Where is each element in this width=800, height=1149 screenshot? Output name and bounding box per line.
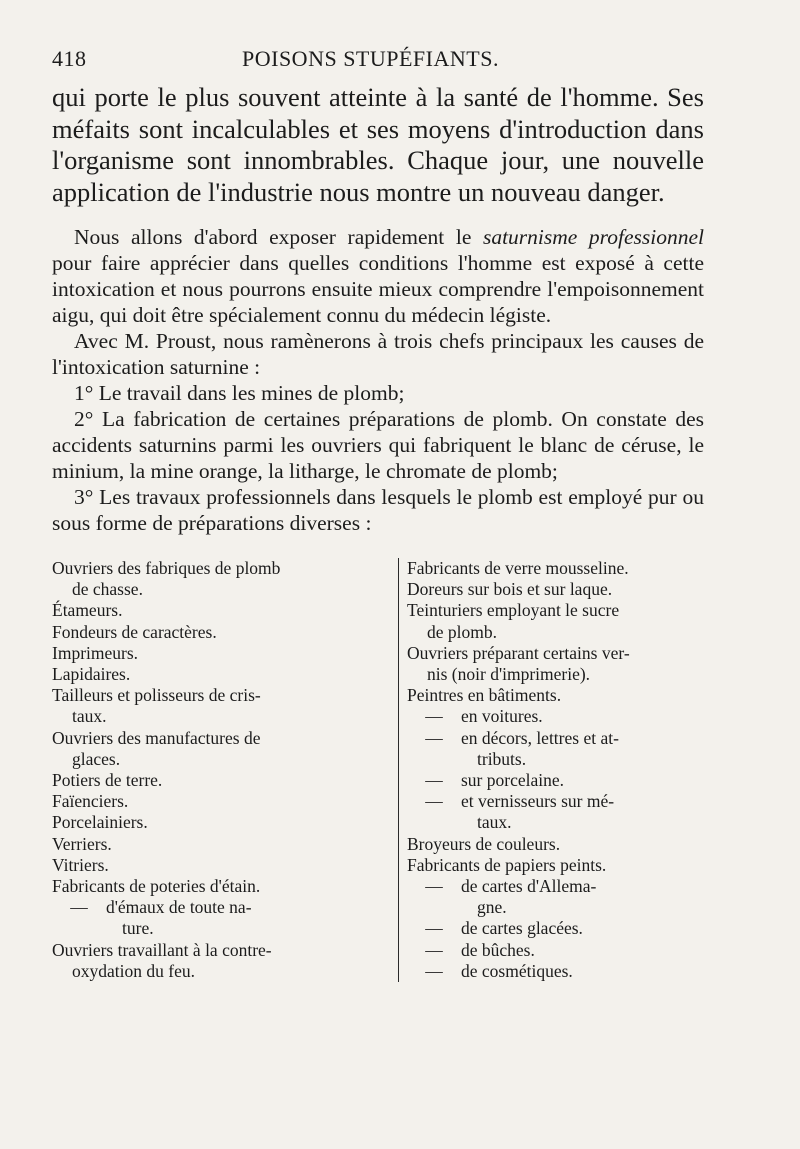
profession-entry	[52, 791, 378, 812]
profession-entry	[52, 664, 378, 685]
paragraph-3: Avec M. Proust, nous ramènerons à trois chefs principaux les causes de l'intoxication saturnine :	[52, 329, 704, 379]
profession-entry	[407, 961, 710, 982]
left-column	[52, 558, 384, 982]
profession-entry	[52, 622, 378, 643]
profession-name: Fabricants de poteries d'étain.	[52, 876, 261, 897]
cause-3: 3° Les travaux professionnels dans lesquels le plomb est employé pur ou sous forme de préparations diverses :	[52, 485, 704, 535]
profession-name: Ouvriers préparant certains ver-	[407, 642, 630, 663]
paragraph-2-start: Nous allons d'abord exposer rapidement le	[74, 225, 483, 249]
profession-name: Broyeurs de couleurs.	[407, 833, 561, 854]
profession-entry	[407, 770, 710, 791]
profession-name: Doreurs sur bois et sur laque.	[407, 579, 613, 600]
profession-entry	[407, 940, 710, 961]
profession-name: Imprimeurs.	[52, 642, 139, 663]
profession-entry	[52, 876, 378, 897]
main-text	[52, 224, 704, 536]
profession-entry	[52, 897, 378, 939]
profession-name: Tailleurs et polisseurs de cris-	[52, 685, 261, 706]
profession-entry	[407, 685, 710, 706]
ditto-dash: —	[425, 791, 443, 812]
profession-name: en décors, lettres et at-	[461, 727, 619, 748]
profession-name: Fabricants de verre mousseline.	[407, 558, 629, 578]
profession-entry	[52, 558, 378, 600]
ditto-dash: —	[425, 876, 443, 897]
profession-name: en voitures.	[461, 706, 543, 727]
paragraph-2-end: pour faire apprécier dans quelles conditions l'homme est exposé à cette intoxication et nous pourrons ensuite mieux comprendre l'empoisonnement aigu, qui doit être spécialement connu du médecin légiste.	[52, 251, 704, 327]
profession-name: Vitriers.	[52, 854, 109, 875]
profession-entry	[407, 918, 710, 939]
profession-entry	[407, 876, 710, 918]
ditto-dash: —	[425, 727, 443, 748]
running-title: POISONS STUPÉFIANTS.	[242, 46, 499, 71]
profession-name: Teinturiers employant le sucre	[407, 600, 620, 621]
profession-entry	[407, 600, 710, 642]
paragraph-2	[52, 224, 704, 328]
profession-name: Potiers de terre.	[52, 770, 163, 791]
profession-continuation: de plomb.	[427, 621, 497, 642]
profession-name: Lapidaires.	[52, 664, 131, 685]
profession-name: Fabricants de papiers peints.	[407, 854, 607, 875]
page-number: 418	[52, 46, 87, 71]
profession-name: de cartes glacées.	[461, 918, 583, 939]
profession-name: Porcelainiers.	[52, 812, 148, 833]
profession-entry	[407, 834, 710, 855]
profession-entry	[52, 812, 378, 833]
ditto-dash: —	[425, 939, 443, 960]
ditto-dash: —	[425, 706, 443, 727]
profession-entry	[407, 791, 710, 833]
profession-continuation: tributs.	[477, 748, 527, 769]
profession-continuation: nis (noir d'imprimerie).	[427, 664, 591, 685]
profession-continuation: taux.	[72, 706, 107, 727]
ditto-dash: —	[70, 897, 88, 918]
profession-name: d'émaux de toute na-	[106, 897, 252, 918]
profession-name: Ouvriers des fabriques de plomb	[52, 558, 281, 578]
paragraph-1	[52, 82, 704, 208]
profession-name: sur porcelaine.	[461, 770, 565, 791]
profession-entry	[407, 728, 710, 770]
profession-entry	[52, 855, 378, 876]
profession-entry	[407, 579, 710, 600]
ditto-dash: —	[425, 770, 443, 791]
profession-entry	[52, 600, 378, 621]
profession-name: Verriers.	[52, 833, 112, 854]
profession-continuation: glaces.	[72, 748, 121, 769]
profession-name: de bûches.	[461, 939, 535, 960]
profession-continuation: gne.	[477, 897, 507, 918]
professions-columns	[52, 558, 704, 982]
profession-continuation: ture.	[122, 918, 154, 939]
profession-entry	[52, 643, 378, 664]
page-header	[52, 42, 704, 82]
profession-continuation: oxydation du feu.	[72, 960, 195, 981]
profession-entry	[407, 558, 710, 579]
ditto-dash: —	[425, 918, 443, 939]
profession-entry	[52, 834, 378, 855]
profession-name: Ouvriers travaillant à la contre-	[52, 939, 272, 960]
cause-1: 1° Le travail dans les mines de plomb;	[74, 381, 405, 405]
profession-entry	[407, 643, 710, 685]
profession-continuation: taux.	[477, 812, 512, 833]
profession-name: Ouvriers des manufactures de	[52, 727, 261, 748]
profession-name: et vernisseurs sur mé-	[461, 791, 615, 812]
paragraph-1-text: qui porte le plus souvent atteinte à la santé de l'homme. Ses méfaits sont incalculables et ses moyens d'introduction dans l'organisme sont innombrables. Chaque jour, une nouvelle application de l'industrie nous montre un nouveau danger.	[52, 82, 704, 207]
profession-entry	[52, 940, 378, 982]
profession-entry	[52, 685, 378, 727]
profession-name: de cosmétiques.	[461, 960, 573, 981]
ditto-dash: —	[425, 960, 443, 981]
profession-name: de cartes d'Allema-	[461, 876, 597, 897]
profession-entry	[407, 706, 710, 727]
profession-entry	[52, 770, 378, 791]
profession-continuation: de chasse.	[72, 579, 143, 600]
paragraph-2-italic: saturnisme professionnel	[482, 225, 704, 249]
profession-entry	[52, 728, 378, 770]
profession-name: Faïenciers.	[52, 791, 129, 812]
profession-name: Étameurs.	[52, 600, 123, 621]
cause-2: 2° La fabrication de certaines préparations de plomb. On constate des accidents saturnins parmi les ouvriers qui fabriquent le blanc de céruse, le minium, la mine orange, la litharge, le chromate de plomb;	[52, 407, 704, 483]
profession-name: Peintres en bâtiments.	[407, 685, 562, 706]
profession-name: Fondeurs de caractères.	[52, 621, 217, 642]
profession-entry	[407, 855, 710, 876]
right-column	[398, 558, 710, 982]
